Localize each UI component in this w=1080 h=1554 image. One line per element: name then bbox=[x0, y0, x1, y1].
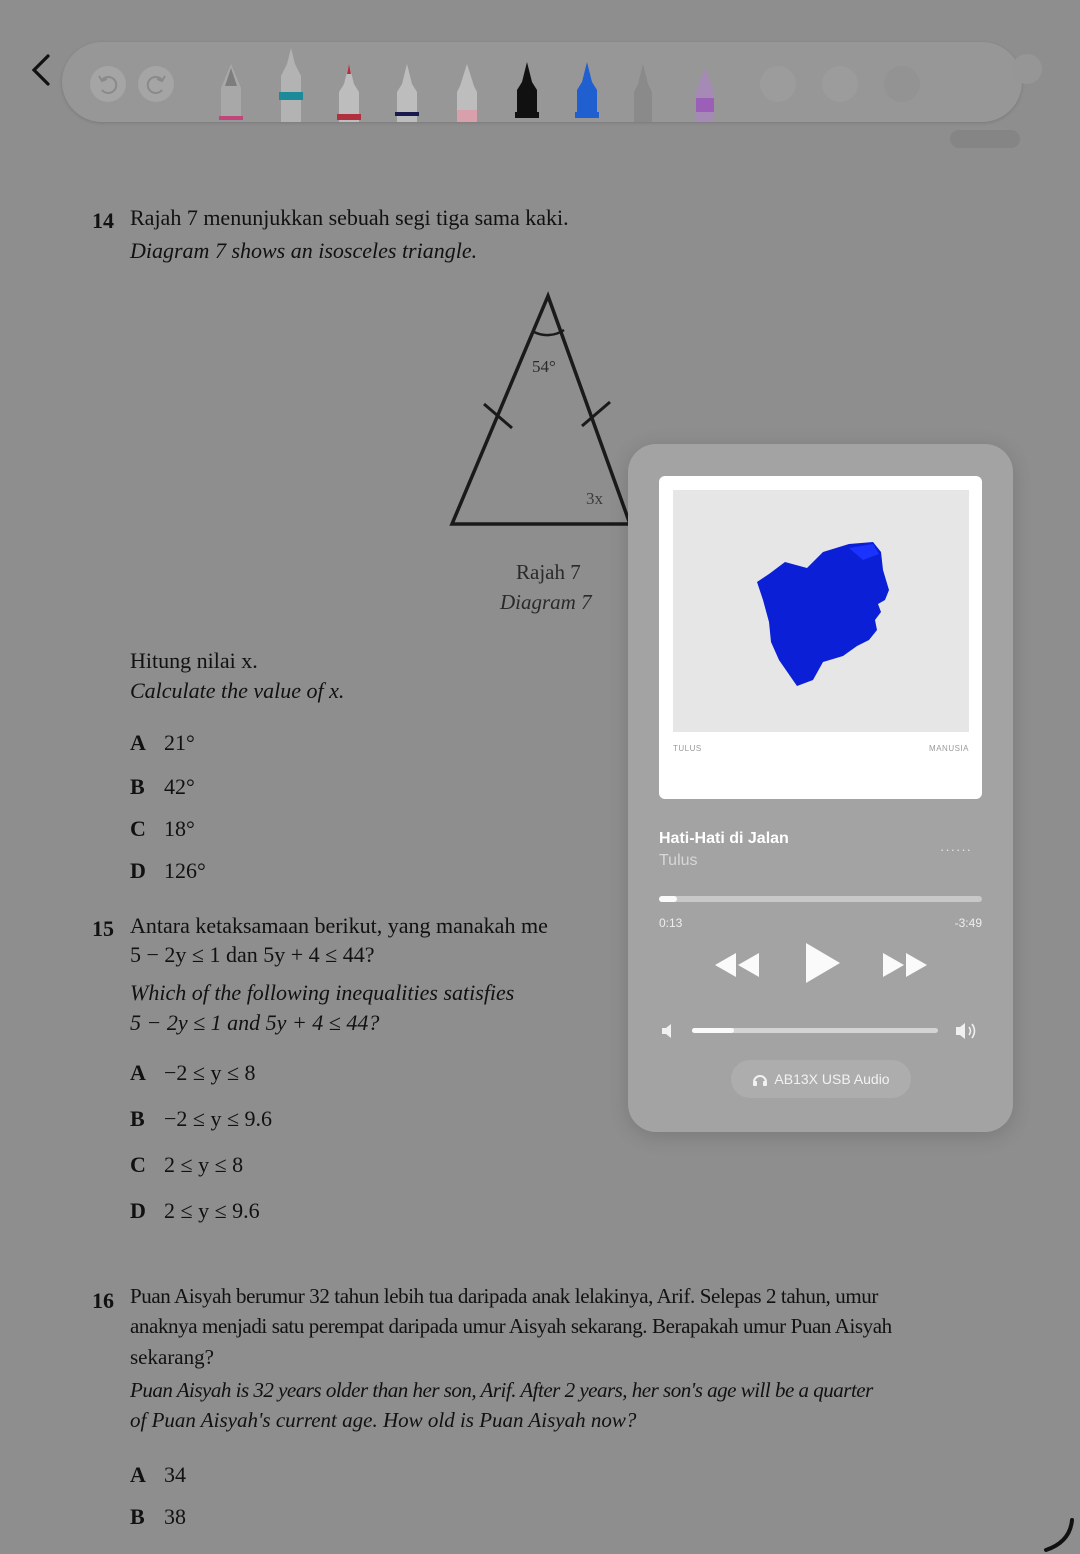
progress-fill bbox=[659, 896, 677, 902]
redo-button[interactable] bbox=[138, 66, 174, 102]
question-16-text-ms-1: Puan Aisyah berumur 32 tahun lebih tua daripada anak lelakinya, Arif. Selepas 2 tahun, umur bbox=[130, 1284, 878, 1308]
ruler-tool[interactable] bbox=[884, 66, 920, 102]
pen-tool-black[interactable] bbox=[510, 60, 544, 124]
highlighter-tool-purple[interactable] bbox=[690, 62, 720, 124]
top-angle-label: 54° bbox=[532, 357, 556, 376]
more-options-button[interactable]: ······ bbox=[940, 842, 972, 857]
toolbar-handle[interactable] bbox=[950, 130, 1020, 148]
album-artwork bbox=[673, 490, 969, 732]
volume-low-icon bbox=[660, 1022, 674, 1040]
blue-face-sculpture-image bbox=[673, 490, 969, 732]
pencil-tool-pink[interactable] bbox=[450, 62, 484, 124]
question-16-number: 16 bbox=[92, 1288, 114, 1313]
q15-option-c[interactable]: C 2 ≤ y ≤ 8 bbox=[130, 1152, 244, 1177]
lasso-tool[interactable] bbox=[822, 66, 858, 102]
q15-option-a[interactable]: A −2 ≤ y ≤ 8 bbox=[130, 1060, 256, 1085]
q14-option-a[interactable]: A 21° bbox=[130, 730, 195, 755]
eraser-tool[interactable] bbox=[760, 66, 796, 102]
volume-high-icon bbox=[954, 1020, 982, 1042]
remaining-time: -3:49 bbox=[954, 916, 982, 930]
q16-option-b[interactable]: B 38 bbox=[130, 1504, 186, 1529]
undo-button[interactable] bbox=[90, 66, 126, 102]
rewind-button[interactable] bbox=[712, 950, 762, 980]
play-button[interactable] bbox=[802, 940, 844, 986]
question-15-text-en: Which of the following inequalities satisfies bbox=[130, 980, 515, 1005]
q14-option-b[interactable]: B 42° bbox=[130, 774, 195, 799]
undo-icon bbox=[90, 66, 126, 102]
playback-progress-bar[interactable] bbox=[659, 896, 982, 902]
volume-slider[interactable] bbox=[692, 1028, 938, 1033]
audio-output-label: AB13X USB Audio bbox=[774, 1071, 890, 1087]
album-cover bbox=[659, 476, 982, 799]
pen-tool-navy[interactable] bbox=[390, 62, 424, 124]
now-playing-widget bbox=[628, 444, 1013, 1132]
audio-output-button[interactable] bbox=[731, 1060, 911, 1098]
q16-option-a[interactable]: A 34 bbox=[130, 1462, 186, 1487]
q14-option-d[interactable]: D 126° bbox=[130, 858, 206, 883]
question-14-prompt-ms: Hitung nilai x. bbox=[130, 648, 258, 673]
album-label-artist: TULUS bbox=[673, 744, 702, 753]
back-chevron-icon[interactable] bbox=[26, 50, 56, 90]
elapsed-time: 0:13 bbox=[659, 916, 683, 930]
base-angle-label: 3x bbox=[586, 489, 603, 508]
scroll-indicator bbox=[1040, 1516, 1080, 1554]
diagram-caption-ms: Rajah 7 bbox=[516, 560, 581, 584]
more-tools-button[interactable] bbox=[1012, 54, 1042, 84]
diagram-caption-en: Diagram 7 bbox=[500, 590, 592, 614]
marker-tool[interactable] bbox=[274, 46, 308, 124]
album-label-title: MANUSIA bbox=[929, 744, 969, 753]
headphones-icon bbox=[752, 1071, 768, 1087]
isosceles-triangle-diagram bbox=[440, 290, 640, 535]
pen-tool-blue[interactable] bbox=[570, 60, 604, 124]
volume-fill bbox=[692, 1028, 734, 1033]
q14-option-c[interactable]: C 18° bbox=[130, 816, 195, 841]
q15-option-d[interactable]: D 2 ≤ y ≤ 9.6 bbox=[130, 1198, 260, 1223]
fountain-pen-tool[interactable] bbox=[214, 60, 248, 124]
redo-icon bbox=[138, 66, 174, 102]
question-14-text-ms: Rajah 7 menunjukkan sebuah segi tiga sama kaki. bbox=[130, 205, 569, 230]
question-16-text-ms-3: sekarang? bbox=[130, 1345, 214, 1369]
question-16-text-ms-2: anaknya menjadi satu perempat daripada umur Aisyah sekarang. Berapakah umur Puan Aisyah bbox=[130, 1314, 892, 1338]
question-15-number: 15 bbox=[92, 916, 114, 941]
pen-tool-red[interactable] bbox=[332, 62, 366, 124]
question-15-inequality-ms: 5 − 2y ≤ 1 dan 5y + 4 ≤ 44? bbox=[130, 942, 375, 967]
question-16-text-en-2: of Puan Aisyah's current age. How old is Puan Aisyah now? bbox=[130, 1408, 637, 1432]
question-15-text-ms: Antara ketaksamaan berikut, yang manakah me bbox=[130, 913, 548, 938]
question-14-prompt-en: Calculate the value of x. bbox=[130, 678, 345, 703]
fast-forward-button[interactable] bbox=[880, 950, 930, 980]
song-title: Hati-Hati di Jalan bbox=[659, 830, 789, 847]
question-16-text-en-1: Puan Aisyah is 32 years older than her son, Arif. After 2 years, her son's age will be a quarter bbox=[130, 1378, 873, 1402]
artist-name: Tulus bbox=[659, 852, 698, 869]
pen-tool-gray[interactable] bbox=[628, 62, 658, 124]
question-15-inequality-en: 5 − 2y ≤ 1 and 5y + 4 ≤ 44? bbox=[130, 1010, 380, 1035]
question-14-number: 14 bbox=[92, 208, 114, 233]
question-14-text-en: Diagram 7 shows an isosceles triangle. bbox=[130, 238, 478, 263]
q15-option-b[interactable]: B −2 ≤ y ≤ 9.6 bbox=[130, 1106, 273, 1131]
